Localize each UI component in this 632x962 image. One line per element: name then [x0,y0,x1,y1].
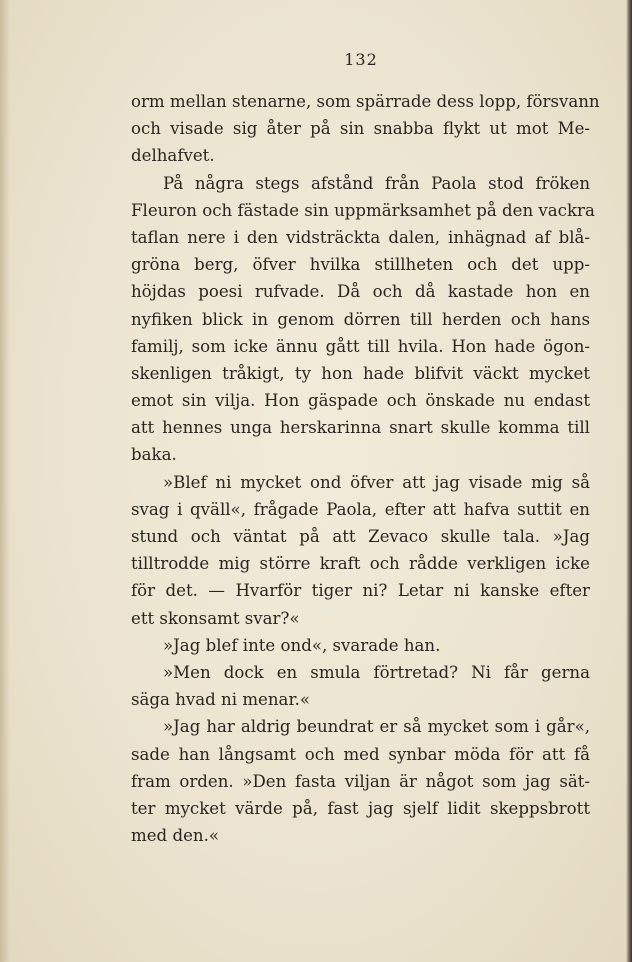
text-line: ter mycket värde på, fast jag sjelf lidit skeppsbrott [131,798,590,818]
text-line: delhafvet. [131,146,215,166]
text-line: orm mellan stenarne, som spärrade dess lopp, försvann [131,92,600,111]
text-line: höjdas poesi rufvade. Då och då kastade hon en [131,282,590,302]
body-text [131,88,600,849]
text-line: stund och väntat på att Zevaco skulle tala. »Jag [131,527,590,546]
text-line: »Jag blef inte ond«, svarade han. [163,635,441,655]
text-line: för det. — Hvarför tiger ni? Letar ni kanske efter [131,581,590,601]
text-line: emot sin vilja. Hon gäspade och önskade nu endast [131,391,590,411]
text-line: »Blef ni mycket ond öfver att jag visade mig så [163,472,590,492]
page-left-edge-shadow [0,0,10,962]
text-line: med den.« [131,826,220,846]
text-line: Fleuron och fästade sin uppmärksamhet på den vackra [131,200,595,220]
text-line: familj, som icke ännu gått till hvila. Hon hade ögon- [131,336,590,356]
page-right-edge-shadow [626,0,632,962]
text-line: baka. [131,445,177,465]
text-line: och visade sig åter på sin snabba flykt ut mot Me- [131,119,590,139]
text-line: fram orden. »Den fasta viljan är något som jag sät- [131,771,590,791]
text-line: sade han långsamt och med synbar möda för att få [131,744,590,764]
text-line: ett skonsamt svar?« [131,608,300,628]
text-line: tilltrodde mig större kraft och rådde verkligen icke [131,554,590,574]
text-line: »Men dock en smula förtretad? Ni får gerna [163,662,590,682]
page-number: 132 [344,50,378,69]
text-line: nyfiken blick in genom dörren till herden och hans [131,309,590,329]
text-line: svag i qväll«, frågade Paola, efter att hafva suttit en [131,499,590,519]
text-line: taflan nere i den vidsträckta dalen, inhägnad af blå- [131,227,590,247]
text-line: På några stegs afstånd från Paola stod fröken [163,173,590,193]
text-line: säga hvad ni menar.« [131,690,310,710]
text-line: gröna berg, öfver hvilka stillheten och det upp- [131,255,590,275]
text-line: skenligen tråkigt, ty hon hade blifvit väckt mycket [131,363,590,383]
text-line: »Jag har aldrig beundrat er så mycket som i går«, [163,717,590,737]
text-line: att hennes unga herskarinna snart skulle komma till [131,418,590,438]
